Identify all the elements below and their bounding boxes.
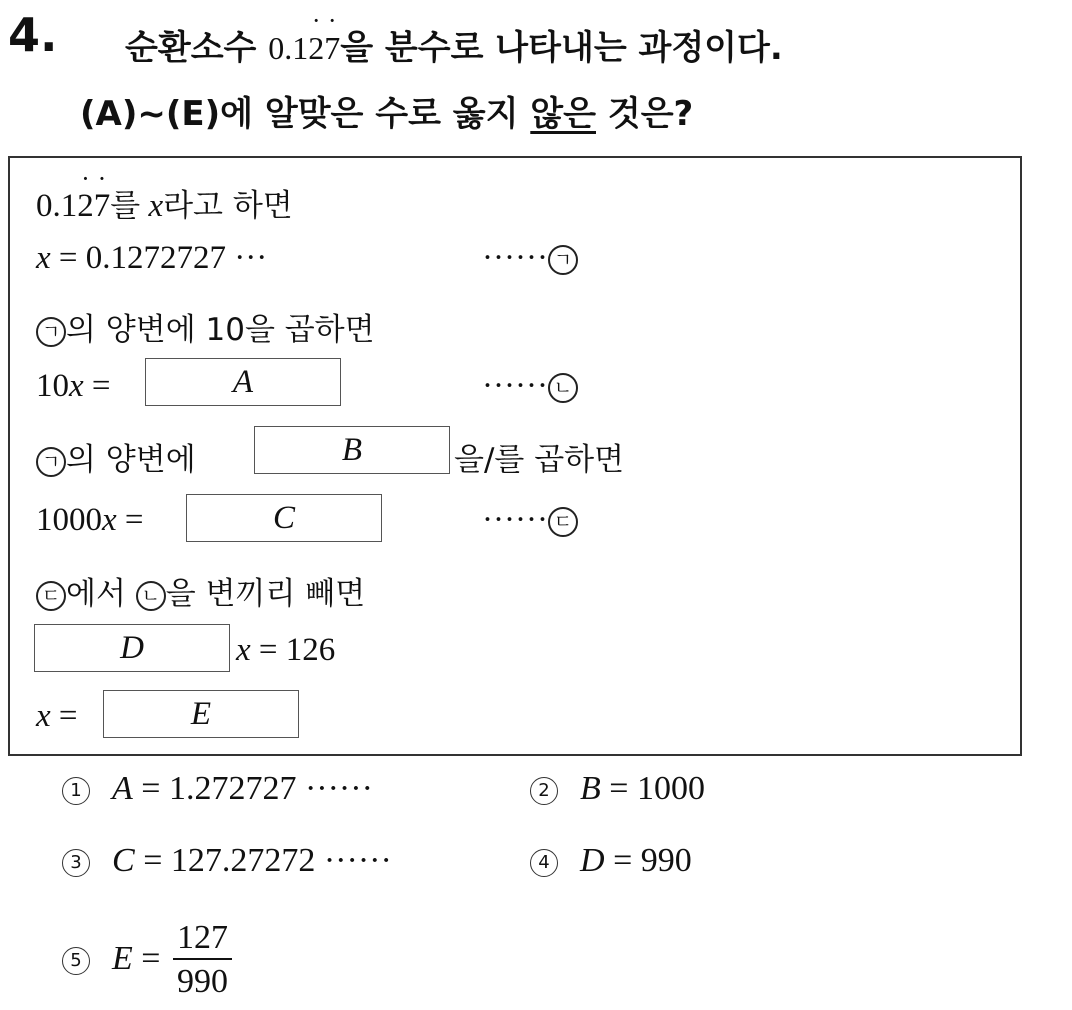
choice-number-1: 1 xyxy=(62,777,90,805)
repeat-dot-digit: · 2 xyxy=(77,188,94,225)
circle-2-icon: ㄴ xyxy=(136,581,166,611)
repeat-dot-digit: · 7 xyxy=(94,188,111,225)
choice-1[interactable]: 1 A = 1.272727 ······ xyxy=(62,770,373,808)
process-box xyxy=(8,156,1022,756)
fraction xyxy=(173,918,232,1004)
question-title-line2 xyxy=(80,86,693,135)
process-line-5: ㄱ 의 양변에 xyxy=(36,434,196,479)
subtitle-underlined: 않은 xyxy=(530,94,596,134)
answer-box-b: B xyxy=(254,426,450,474)
repeat-dot-digit: · 2 xyxy=(308,30,324,67)
repeat-dot-digit: · 7 xyxy=(324,30,340,67)
process-line-1: 0.1· 2· 7를 x라고 하면 xyxy=(36,180,293,225)
marker-1: ······ ㄱ xyxy=(482,240,578,277)
circle-3-icon: ㄷ xyxy=(36,581,66,611)
answer-box-c: C xyxy=(186,494,382,542)
marker-2: ······ ㄴ xyxy=(482,368,578,405)
title-post: 을 분수로 나타내는 과정이다. xyxy=(340,28,783,68)
subtitle-post: 것은? xyxy=(607,94,694,134)
marker-3: ······ ㄷ xyxy=(482,502,578,539)
choice-4[interactable]: 4 D = 990 xyxy=(530,842,692,880)
choice-2[interactable]: 2 B = 1000 xyxy=(530,770,705,808)
subtitle-pre: (A)~(E)에 알맞은 수로 옳지 xyxy=(80,94,519,134)
process-line-5-post: 을/를 곱하면 xyxy=(454,442,625,478)
process-line-2: x = 0.1272727 ··· xyxy=(36,240,268,276)
choice-number-4: 4 xyxy=(530,849,558,877)
circle-1-icon: ㄱ xyxy=(36,447,66,477)
answer-box-e: E xyxy=(103,690,299,738)
process-line-8: x = 126 xyxy=(236,632,336,668)
answer-box-a: A xyxy=(145,358,341,406)
circle-1-icon: ㄱ xyxy=(548,245,578,275)
choice-5[interactable]: 5 E = $\frac{127}{990}$ xyxy=(62,918,232,1004)
circle-3-icon: ㄷ xyxy=(548,507,578,537)
process-line-9: x = xyxy=(36,698,78,734)
circle-1-icon: ㄱ xyxy=(36,317,66,347)
choice-3[interactable]: 3 C = 127.27272 ······ xyxy=(62,842,392,880)
process-line-6: 1000x = xyxy=(36,502,144,538)
circle-2-icon: ㄴ xyxy=(548,373,578,403)
fraction-denominator: 990 xyxy=(176,963,228,1000)
fraction-numerator: 127 xyxy=(173,918,232,960)
answer-box-d: D xyxy=(34,624,230,672)
choice-number-2: 2 xyxy=(530,777,558,805)
question-number: 4. xyxy=(8,8,58,62)
choice-number-3: 3 xyxy=(62,849,90,877)
question-title-line1 xyxy=(125,20,783,69)
process-line-7: ㄷ 에서 ㄴ 을 변끼리 빼면 xyxy=(36,568,365,613)
title-pre: 순환소수 xyxy=(125,28,257,68)
process-line-3: ㄱ 의 양변에 10을 곱하면 xyxy=(36,304,375,349)
process-line-4: 10x = xyxy=(36,368,111,404)
choice-number-5: 5 xyxy=(62,947,90,975)
repeating-decimal: 0.1· 2· 7 xyxy=(268,30,340,66)
